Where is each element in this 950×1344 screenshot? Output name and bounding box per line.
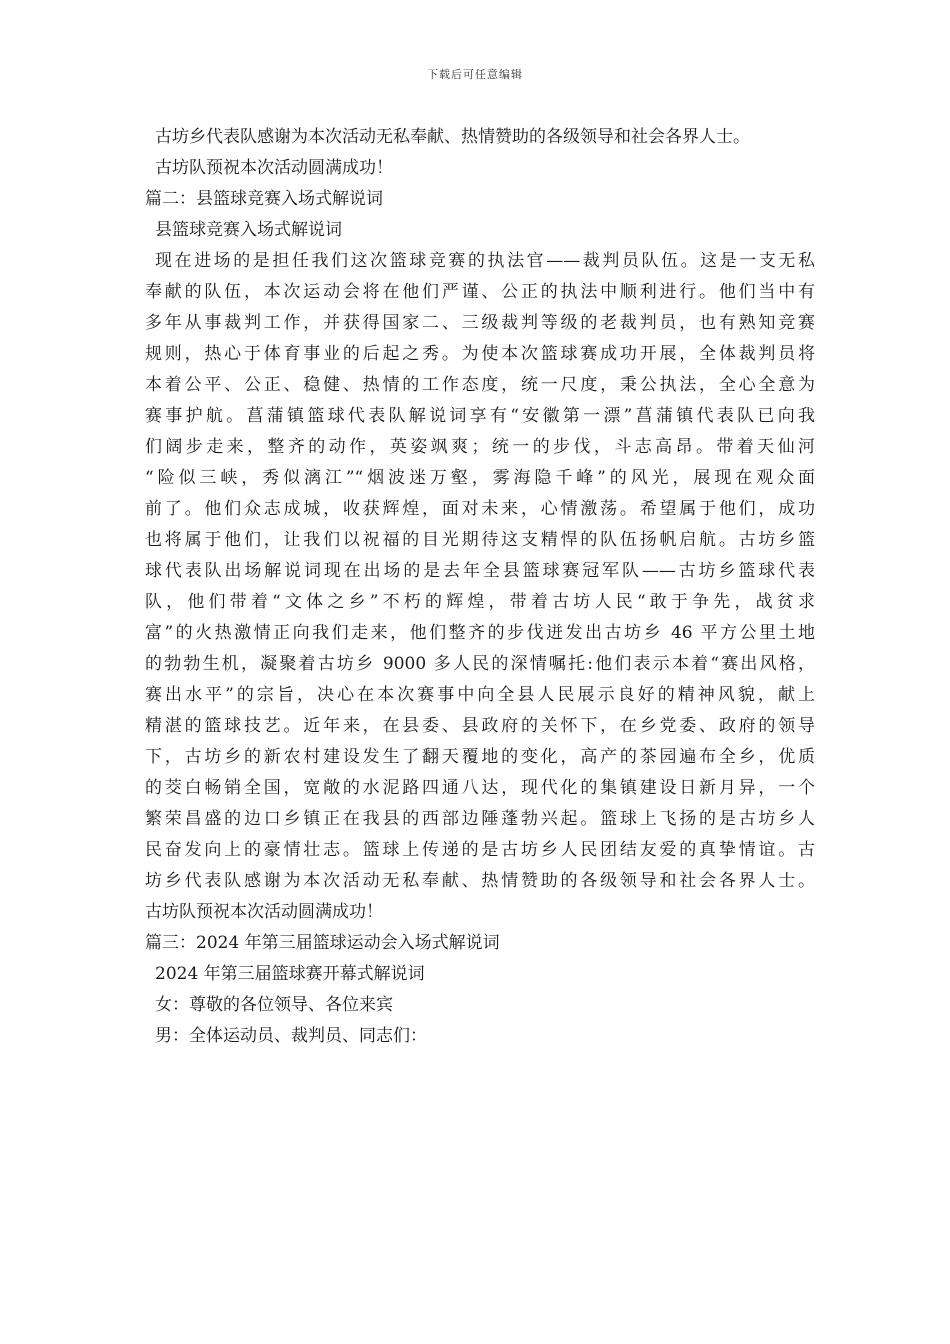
text-line: 也将属于他们，让我们以祝福的目光期待这支精悍的队伍扬帆启航。古坊乡篮 bbox=[145, 530, 815, 550]
text-line: 球代表队出场解说词现在出场的是去年全县篮球赛冠军队——古坊乡篮球代表 bbox=[145, 561, 815, 581]
text-line: 古坊乡代表队感谢为本次活动无私奉献、热情赞助的各级领导和社会各界人士。 bbox=[155, 127, 750, 147]
text-line: 们阔步走来，整齐的动作，英姿飒爽；统一的步伐，斗志高昂。带着天仙河 bbox=[145, 437, 815, 457]
text-line: 古坊队预祝本次活动圆满成功！ bbox=[145, 902, 383, 922]
text-line: 县篮球竞赛入场式解说词 bbox=[155, 220, 342, 240]
text-line: 奉献的队伍，本次运动会将在他们严谨、公正的执法中顺利进行。他们当中有 bbox=[145, 282, 815, 302]
text-line: 坊乡代表队感谢为本次活动无私奉献、热情赞助的各级领导和社会各界人士。 bbox=[145, 871, 815, 891]
text-line: 古坊队预祝本次活动圆满成功！ bbox=[155, 158, 393, 178]
text-line: 繁荣昌盛的边口乡镇正在我县的西部边陲蓬勃兴起。篮球上飞扬的是古坊乡人 bbox=[145, 809, 815, 829]
text-line: 富”的火热激情正向我们走来，他们整齐的步伐迸发出古坊乡 46 平方公里土地 bbox=[145, 623, 815, 643]
text-line: 2024 年第三届篮球赛开幕式解说词 bbox=[155, 964, 425, 984]
text-line: 规则，热心于体育事业的后起之秀。为使本次篮球赛成功开展，全体裁判员将 bbox=[145, 344, 815, 364]
document-body bbox=[145, 122, 815, 1052]
text-line: 民奋发向上的豪情壮志。篮球上传递的是古坊乡人民团结友爱的真挚情谊。古 bbox=[145, 840, 815, 860]
text-line: 男：全体运动员、裁判员、同志们： bbox=[155, 1026, 427, 1046]
text-line: 篇三：2024 年第三届篮球运动会入场式解说词 bbox=[145, 933, 500, 953]
text-line: 的勃勃生机，凝聚着古坊乡 9000 多人民的深情嘱托:他们表示本着“赛出风格， bbox=[145, 654, 815, 674]
page-header: 下载后可任意编辑 bbox=[427, 68, 523, 81]
text-line: 赛出水平”的宗旨，决心在本次赛事中向全县人民展示良好的精神风貌，献上 bbox=[145, 685, 815, 705]
text-line: 赛事护航。菖蒲镇篮球代表队解说词享有“安徽第一漂”菖蒲镇代表队已向我 bbox=[145, 406, 815, 426]
text-line: 本着公平、公正、稳健、热情的工作态度，统一尺度，秉公执法，全心全意为 bbox=[145, 375, 815, 395]
text-line: 多年从事裁判工作，并获得国家二、三级裁判等级的老裁判员，也有熟知竞赛 bbox=[145, 313, 815, 333]
text-line: 篇二：县篮球竞赛入场式解说词 bbox=[145, 189, 383, 209]
text-line: 下，古坊乡的新农村建设发生了翻天覆地的变化，高产的茶园遍布全乡，优质 bbox=[145, 747, 815, 767]
text-line: 现在进场的是担任我们这次篮球竞赛的执法官——裁判员队伍。这是一支无私 bbox=[155, 251, 815, 271]
text-line: 前了。他们众志成城，收获辉煌，面对未来，心情激荡。希望属于他们，成功 bbox=[145, 499, 815, 519]
text-line: 精湛的篮球技艺。近年来，在县委、县政府的关怀下，在乡党委、政府的领导 bbox=[145, 716, 815, 736]
text-line: 女：尊敬的各位领导、各位来宾 bbox=[155, 995, 393, 1015]
text-line: 的茭白畅销全国，宽敞的水泥路四通八达，现代化的集镇建设日新月异，一个 bbox=[145, 778, 815, 798]
text-line: 队，他们带着“文体之乡”不朽的辉煌，带着古坊人民“敢于争先，战贫求 bbox=[145, 592, 815, 612]
text-line: “险似三峡，秀似漓江”“烟波迷万壑，雾海隐千峰”的风光，展现在观众面 bbox=[145, 468, 815, 488]
